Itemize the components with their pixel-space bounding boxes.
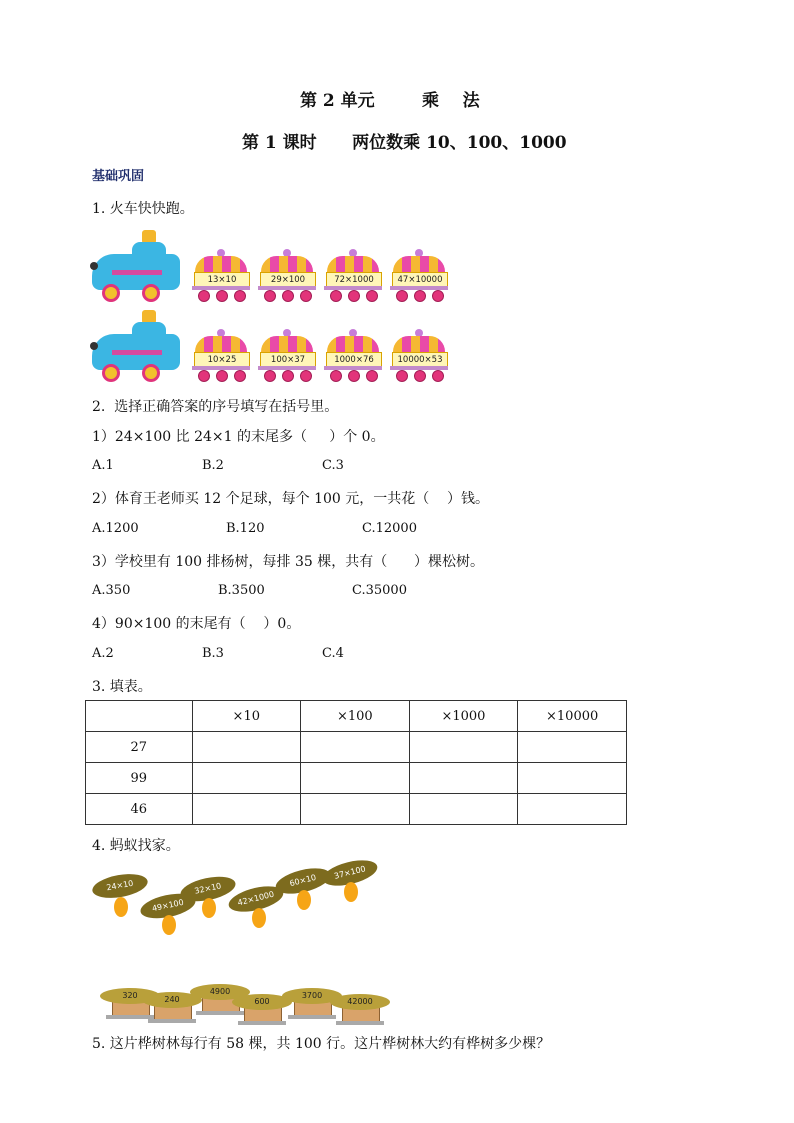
q2-1-option-c: C.3 bbox=[322, 458, 344, 473]
train-car bbox=[324, 328, 382, 380]
leaf-expression: 60×10 bbox=[273, 864, 333, 899]
train-car bbox=[390, 328, 448, 380]
q2-item-2: 2）体育王老师买 12 个足球，每个 100 元，一共花（ ）钱。 bbox=[92, 491, 490, 507]
row-label: 46 bbox=[86, 794, 193, 825]
house-number: 42000 bbox=[330, 994, 390, 1010]
table-header-cell: ×10000 bbox=[518, 701, 627, 732]
house-number: 240 bbox=[142, 992, 202, 1008]
leaf-expression: 37×100 bbox=[320, 856, 380, 891]
train-car bbox=[192, 328, 250, 380]
train-engine-icon bbox=[92, 310, 184, 380]
answer-cell[interactable] bbox=[301, 763, 410, 794]
ant-icon bbox=[252, 908, 266, 928]
q2-item-4: 4）90×100 的末尾有（ ）0。 bbox=[92, 616, 301, 632]
q1-prompt: 1. 火车快快跑。 bbox=[92, 201, 194, 217]
train-engine-icon bbox=[92, 230, 184, 300]
answer-cell[interactable] bbox=[518, 763, 627, 794]
leaf-expression: 32×10 bbox=[178, 872, 237, 905]
house-number: 600 bbox=[232, 994, 292, 1010]
q2-item-1: 1）24×100 比 24×1 的末尾多（ ）个 0。 bbox=[92, 429, 385, 445]
answer-cell[interactable] bbox=[192, 794, 301, 825]
table-header-row bbox=[86, 701, 627, 732]
train-car bbox=[324, 248, 382, 300]
leaf-expression: 24×10 bbox=[91, 870, 150, 901]
ant-icon bbox=[162, 915, 176, 935]
unit-title: 第 2 单元 乘 法 bbox=[300, 91, 480, 111]
ant-icon bbox=[344, 882, 358, 902]
car-expression: 10000×53 bbox=[392, 352, 448, 368]
q2-3-option-a: A.350 bbox=[92, 583, 131, 598]
q2-1-option-a: A.1 bbox=[92, 458, 114, 473]
house-number: 4900 bbox=[190, 984, 250, 1000]
q2-item-3: 3）学校里有 100 排杨树，每排 35 棵，共有（ ）棵松树。 bbox=[92, 554, 484, 570]
train-car bbox=[390, 248, 448, 300]
q3-prompt: 3. 填表。 bbox=[92, 679, 152, 695]
house-number: 320 bbox=[100, 988, 160, 1004]
section-label: 基础巩固 bbox=[92, 169, 145, 184]
car-expression: 10×25 bbox=[194, 352, 250, 368]
train-car bbox=[192, 248, 250, 300]
table-header-cell: ×100 bbox=[301, 701, 410, 732]
table-row bbox=[86, 732, 627, 763]
answer-cell[interactable] bbox=[518, 794, 627, 825]
row-label: 99 bbox=[86, 763, 193, 794]
car-expression: 13×10 bbox=[194, 272, 250, 288]
car-expression: 47×10000 bbox=[392, 272, 448, 288]
ant-house[interactable] bbox=[330, 994, 390, 1024]
ant-icon bbox=[297, 890, 311, 910]
train-1 bbox=[92, 230, 448, 300]
table-row bbox=[86, 763, 627, 794]
ant-icon bbox=[114, 897, 128, 917]
q5-prompt: 5. 这片桦树林每行有 58 棵，共 100 行。这片桦树林大约有桦树多少棵？ bbox=[92, 1036, 551, 1052]
table-row bbox=[86, 794, 627, 825]
car-expression: 1000×76 bbox=[326, 352, 382, 368]
q2-4-option-c: C.4 bbox=[322, 646, 344, 661]
q2-3-option-c: C.35000 bbox=[352, 583, 407, 598]
fill-table bbox=[85, 700, 627, 825]
train-car bbox=[258, 328, 316, 380]
answer-cell[interactable] bbox=[518, 732, 627, 763]
q2-2-option-c: C.12000 bbox=[362, 521, 417, 536]
table-header-cell bbox=[86, 701, 193, 732]
house-number: 3700 bbox=[282, 988, 342, 1004]
answer-cell[interactable] bbox=[301, 794, 410, 825]
table-header-cell: ×1000 bbox=[409, 701, 518, 732]
car-expression: 29×100 bbox=[260, 272, 316, 288]
q2-prompt: 2. 选择正确答案的序号填写在括号里。 bbox=[92, 399, 339, 415]
train-2 bbox=[92, 310, 448, 380]
q2-4-option-b: B.3 bbox=[202, 646, 224, 661]
q2-2-option-a: A.1200 bbox=[92, 521, 139, 536]
answer-cell[interactable] bbox=[192, 763, 301, 794]
answer-cell[interactable] bbox=[409, 732, 518, 763]
row-label: 27 bbox=[86, 732, 193, 763]
car-expression: 72×1000 bbox=[326, 272, 382, 288]
leaf-expression: 42×1000 bbox=[226, 882, 286, 917]
train-car bbox=[258, 248, 316, 300]
q2-2-option-b: B.120 bbox=[226, 521, 265, 536]
table-header-cell: ×10 bbox=[192, 701, 301, 732]
q4-prompt: 4. 蚂蚁找家。 bbox=[92, 838, 180, 854]
answer-cell[interactable] bbox=[409, 794, 518, 825]
q2-4-option-a: A.2 bbox=[92, 646, 114, 661]
car-expression: 100×37 bbox=[260, 352, 316, 368]
ant-card[interactable] bbox=[322, 862, 382, 912]
answer-cell[interactable] bbox=[409, 763, 518, 794]
leaf-expression: 49×100 bbox=[138, 889, 197, 922]
answer-cell[interactable] bbox=[192, 732, 301, 763]
ant-icon bbox=[202, 898, 216, 918]
answer-cell[interactable] bbox=[301, 732, 410, 763]
q2-1-option-b: B.2 bbox=[202, 458, 224, 473]
lesson-title: 第 1 课时 两位数乘 10、100、1000 bbox=[242, 133, 567, 153]
q2-3-option-b: B.3500 bbox=[218, 583, 265, 598]
